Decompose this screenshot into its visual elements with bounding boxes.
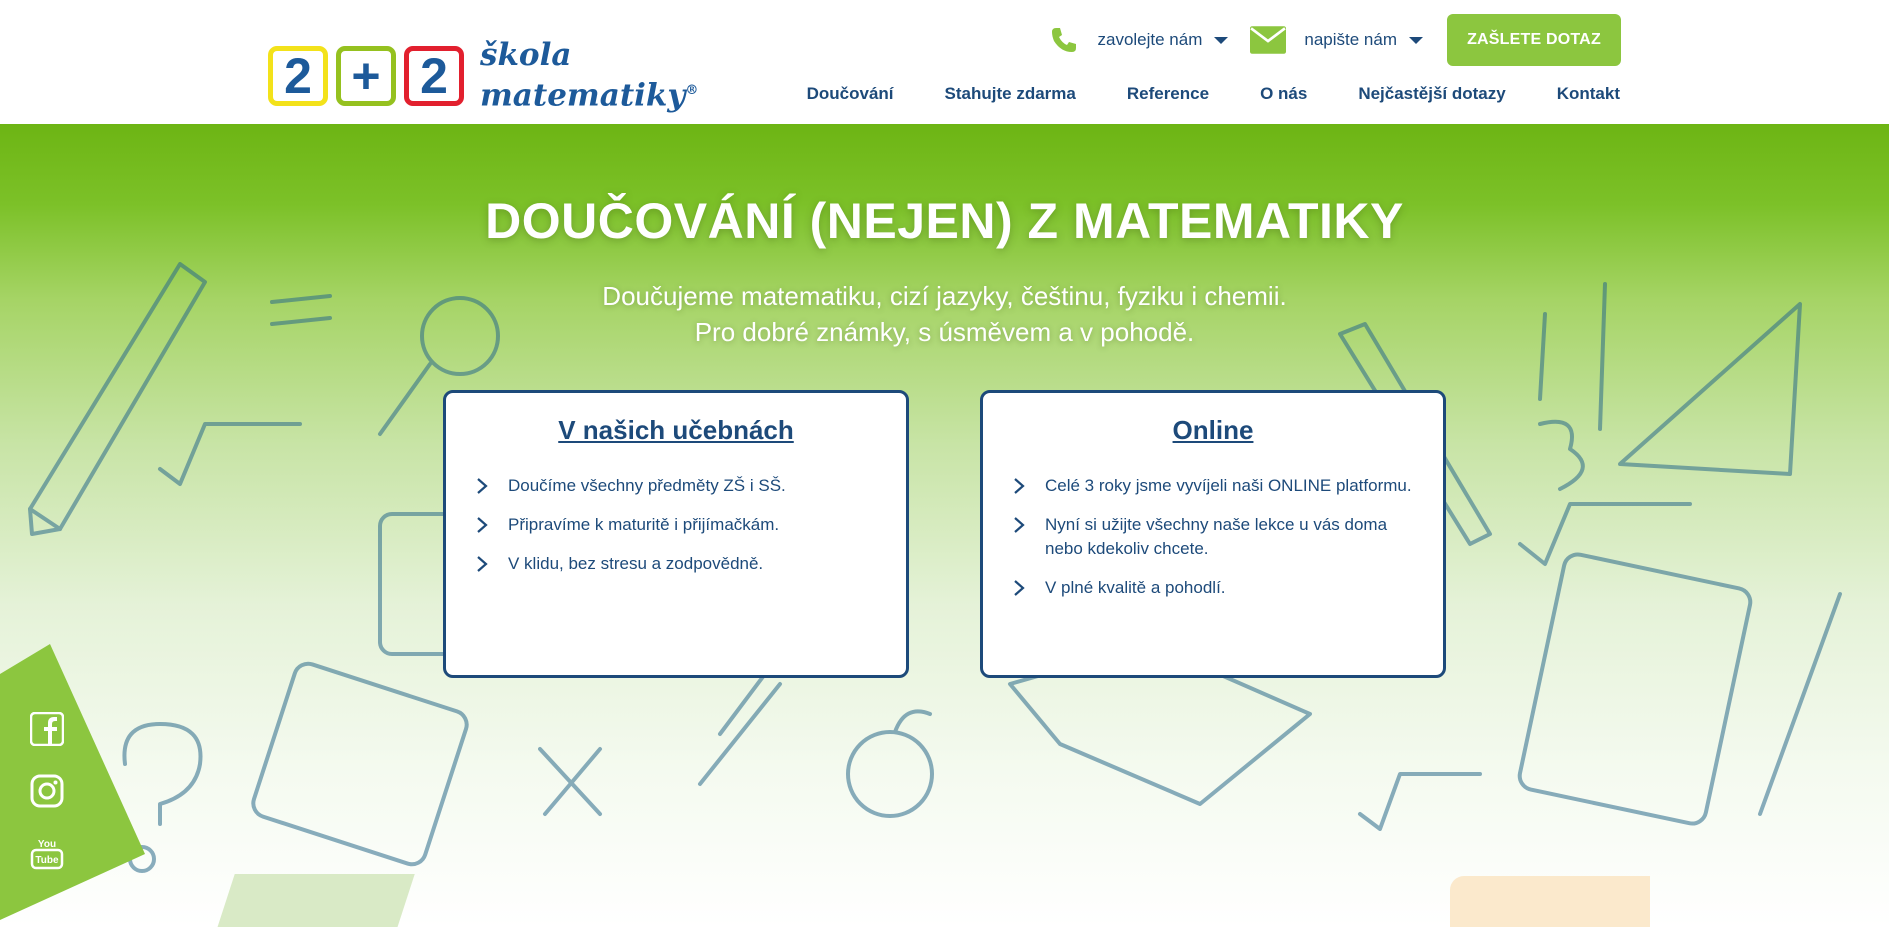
email-dropdown[interactable] [1250,26,1423,54]
nav-item-reference[interactable]: Reference [1126,84,1210,103]
youtube-logo-text: You [37,839,57,850]
list-item [472,552,886,576]
logo-digit-box [268,46,328,106]
logo-line-2: matematiky [480,77,686,114]
classroom-feature-list [472,474,886,576]
logo-digit-box [404,46,464,106]
chevron-right-icon [1011,579,1027,597]
hero-subtitle-line-2: Pro dobré známky, s úsměvem a v pohodě. [694,317,1195,347]
phone-icon [1049,25,1079,55]
registered-mark: ® [685,83,699,98]
nav-item-o-nas[interactable]: O nás [1260,84,1308,103]
contact-bar [1049,14,1621,66]
list-item-text: V klidu, bez stresu a zodpovědně. [508,554,764,573]
chevron-down-icon [1409,37,1423,44]
list-item [472,474,886,498]
list-item-text: Připravíme k maturitě i přijímačkám. [508,515,780,534]
chevron-right-icon [474,555,490,573]
hero-title: DOUČOVÁNÍ (NEJEN) Z MATEMATIKY [485,193,1404,249]
logo-line-1: škola [480,37,572,73]
youtube-icon[interactable] [30,836,64,870]
list-item [1009,576,1423,600]
online-card [980,390,1446,678]
logo-digit: 2 [284,47,312,104]
logo-plus: + [351,47,381,104]
nav-item-doucovani[interactable]: Doučování [806,84,894,103]
list-item [472,513,886,537]
main-nav [756,84,1620,104]
logo-digit: 2 [420,47,448,104]
chevron-right-icon [474,477,490,495]
classroom-card [443,390,909,678]
chevron-down-icon [1214,37,1228,44]
logo-plus-box [336,46,396,106]
logo[interactable] [268,38,698,113]
classroom-card-title[interactable]: V našich učebnách [558,415,794,445]
list-item-text: Celé 3 roky jsme vyvíjeli naši ONLINE platformu. [1045,476,1412,495]
nav-item-faq[interactable]: Nejčastější dotazy [1358,84,1506,103]
logo-wordmark [480,38,698,113]
phone-dropdown[interactable] [1049,25,1228,55]
list-item [1009,474,1423,498]
list-item [1009,513,1423,561]
envelope-icon [1250,26,1286,54]
list-item-text: V plné kvalitě a pohodlí. [1045,578,1226,597]
hero-subtitle-line-1: Doučujeme matematiku, cizí jazyky, češtinu, fyziku i chemii. [602,281,1287,311]
chevron-right-icon [1011,477,1027,495]
online-feature-list [1009,474,1423,600]
decorative-shape [1450,876,1650,927]
hero-section [0,124,1889,927]
nav-item-kontakt[interactable]: Kontakt [1556,84,1620,103]
email-label: napište nám [1304,30,1397,49]
phone-label: zavolejte nám [1097,30,1203,49]
hero-subtitle [0,278,1889,350]
list-item-text: Doučíme všechny předměty ZŠ i SŠ. [508,476,786,495]
nav-item-stahujte-zdarma[interactable]: Stahujte zdarma [944,84,1076,103]
decorative-shape [215,874,414,927]
social-panel-background [0,644,145,920]
instagram-icon[interactable] [30,774,64,808]
social-sidebar [0,644,145,920]
chevron-right-icon [474,516,490,534]
site-header [0,0,1889,124]
facebook-icon[interactable] [30,712,64,746]
list-item-text: Nyní si užijte všechny naše lekce u vás doma nebo kdekoliv chcete. [1045,515,1388,558]
youtube-logo-text: Tube [35,855,59,866]
send-inquiry-button[interactable]: ZAŠLETE DOTAZ [1447,14,1621,66]
chevron-right-icon [1011,516,1027,534]
online-card-title[interactable]: Online [1172,415,1254,445]
